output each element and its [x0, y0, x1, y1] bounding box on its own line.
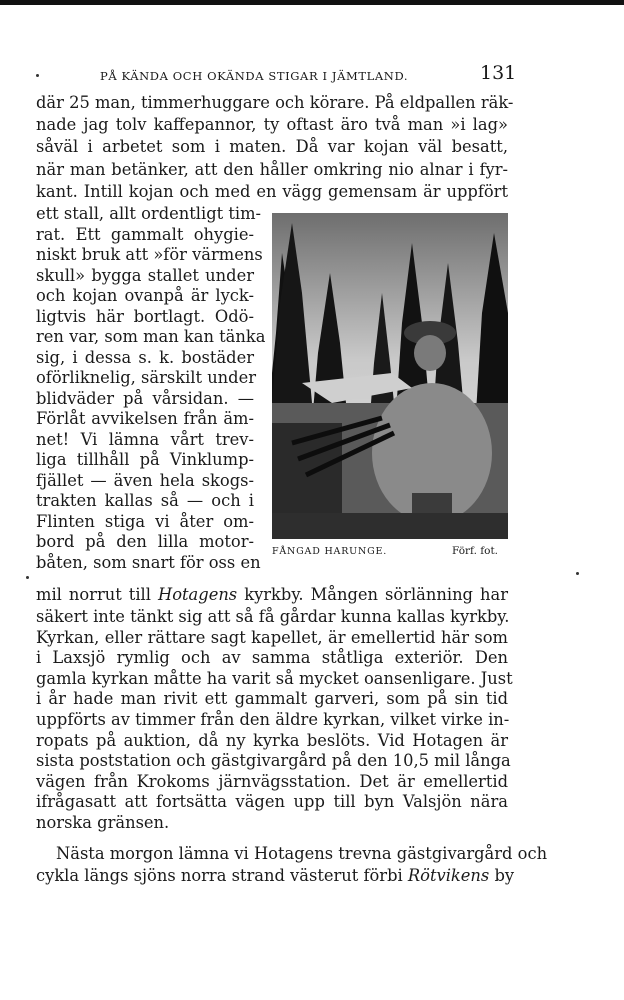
column-text-line: skull» bygga stallet under: [36, 265, 254, 285]
body-text-line: nade jag tolv kaffepannor, ty oftast äro två man »i lag»: [36, 115, 508, 135]
body-text-line: såväl i arbetet som i maten. Då var kojan väl besatt,: [36, 137, 508, 157]
body-text-line: säkert inte tänkt sig att så få gårdar kunna kallas kyrkby.: [36, 607, 510, 626]
running-title: PÅ KÄNDA OCH OKÄNDA STIGAR I JÄMTLAND.: [100, 69, 409, 83]
body-text-line: där 25 man, timmerhuggare och körare. På eldpallen räk-: [36, 93, 514, 112]
column-text-line: blidväder på vårsidan. —: [36, 388, 254, 408]
text-segment: by: [489, 866, 515, 885]
body-text-line: ifrågasatt att fortsätta vägen upp till byn Valsjön nära: [36, 792, 508, 812]
column-text-line: Förlåt avvikelsen från äm-: [36, 409, 254, 428]
paragraph-start-line: Nästa morgon lämna vi Hotagens trevna gästgivargård och: [56, 844, 548, 863]
text-segment: mil norrut till: [36, 585, 159, 604]
column-text-line: Flinten stiga vi åter om-: [36, 511, 254, 531]
body-text-line: [36, 866, 515, 886]
body-text-line: uppförts av timmer från den äldre kyrkan, vilket virke in-: [36, 710, 510, 729]
column-text-line: sig, i dessa s. k. bostäder: [36, 347, 254, 367]
print-speck: [576, 572, 579, 575]
body-text-line: Kyrkan, eller rättare sagt kapellet, är emellertid här som: [36, 627, 508, 647]
place-name-italic: Hotagens: [158, 585, 238, 604]
body-text-line: när man betänker, att den håller omkring nio alnar i fyr-: [36, 159, 508, 179]
column-text-line: rat. Ett gammalt ohygie-: [36, 224, 254, 244]
photograph-captured-hare: [272, 213, 508, 539]
print-speck: [36, 74, 39, 77]
body-text-line: sista poststation och gästgivargård på den 10,5 mil långa: [36, 751, 511, 771]
body-text-line: [36, 585, 508, 605]
body-text-line: i Laxsjö rymlig och av samma ståtliga exteriör. Den: [36, 648, 508, 668]
text-segment: kyrkby. Mången sörlänning har: [237, 585, 508, 604]
body-text-line: norska gränsen.: [36, 813, 170, 832]
column-text-line: ren var, som man kan tänka: [36, 327, 266, 346]
column-text-line: niskt bruk att »för värmens: [36, 245, 263, 264]
column-text-line: oförliknelig, särskilt under: [36, 368, 257, 387]
photo-credit: Förf. fot.: [452, 545, 499, 557]
forest-scene-photo: [272, 213, 508, 539]
column-text-line: fjället — även hela skogs-: [36, 470, 254, 490]
page-top-rule: [0, 0, 624, 5]
column-text-line: ligtvis här bortlagt. Odö-: [36, 306, 254, 326]
body-text-line: kant. Intill kojan och med en vägg gemensam är uppfört: [36, 181, 508, 201]
place-name-italic: Rötvikens: [407, 866, 490, 885]
body-text-line: gamla kyrkan måtte ha varit så mycket oansenligare. Just: [36, 668, 513, 688]
column-text-line: båten, som snart för oss en: [36, 552, 261, 572]
body-text-line: ropats på auktion, då ny kyrka beslöts. Vid Hotagen är: [36, 730, 508, 750]
column-text-line: trakten kallas så — och i: [36, 491, 254, 510]
text-segment: cykla längs sjöns norra strand västerut förbi: [36, 866, 408, 885]
page-number: 131: [480, 62, 517, 84]
column-text-line: net! Vi lämna vårt trev-: [36, 429, 254, 449]
body-text-line: i år hade man rivit ett gammalt garveri, som på sin tid: [36, 689, 508, 709]
body-text-line: vägen från Krokoms järnvägsstation. Det är emellertid: [36, 771, 508, 791]
column-text-line: och kojan ovanpå är lyck-: [36, 286, 254, 305]
column-text-line: liga tillhåll på Vinklump-: [36, 450, 254, 469]
column-text-line: bord på den lilla motor-: [36, 532, 254, 551]
column-text-line: ett stall, allt ordentligt tim-: [36, 204, 262, 223]
print-speck: [26, 576, 29, 579]
photo-caption: FÅNGAD HARUNGE.: [272, 546, 388, 557]
